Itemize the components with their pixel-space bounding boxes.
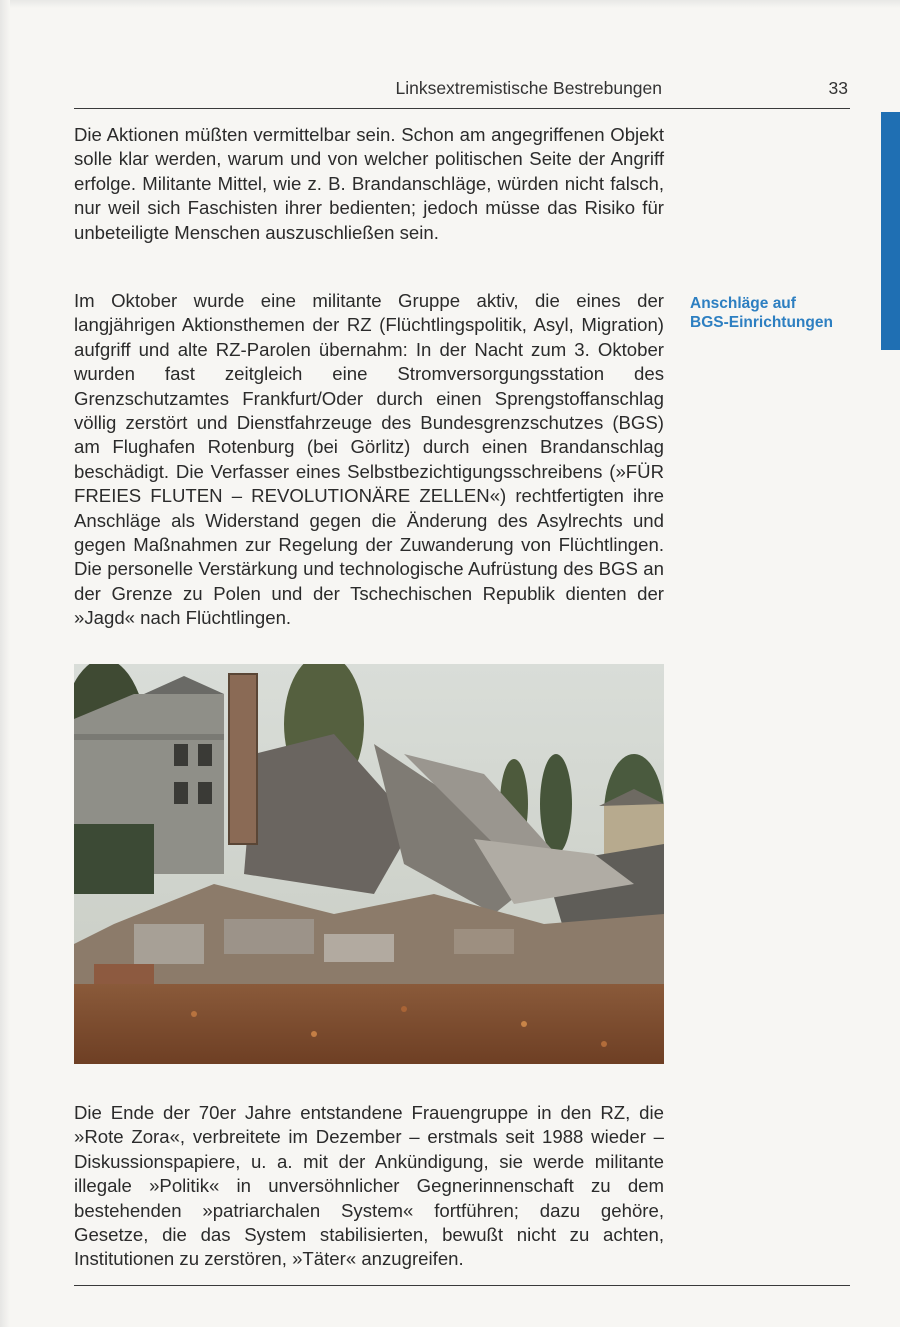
photo-illustration	[74, 664, 664, 1064]
footer-rule	[74, 1285, 850, 1286]
page-edge	[0, 0, 900, 8]
running-title: Linksextremistische Bestrebungen	[395, 78, 662, 98]
body-paragraph-3: Die Ende der 70er Jahre entstandene Frauengruppe in den RZ, die »Rote Zora«, verbreitete im Dezember – erstmals seit 1988 wieder – Diskussionspapiere, u. a. mit der Ankündigung, sie werde militante illegale »Politik« in unversöhnlicher Gegnerinnenschaft zu dem bestehenden »patriarchalen System« fortführen; dazu gehöre, Gesetze, die das System stabilisierten, bewußt nicht zu achten, Institutionen zu zerstören, »Täter« anzugreifen.	[74, 1102, 664, 1270]
margin-note-line-1: Anschläge auf	[690, 295, 796, 312]
page-number: 33	[828, 78, 848, 98]
page-edge-left	[0, 0, 10, 1327]
margin-note	[690, 294, 870, 332]
body-paragraph-2: Im Oktober wurde eine militante Gruppe aktiv, die eines der langjährigen Aktionsthemen der RZ (Flüchtlingspolitik, Asyl, Migration) aufgriff und alte RZ-Parolen übernahm: In der Nacht zum 3. Oktober wurden fast zeitgleich eine Stromversorgungsstation des Grenzschutzamtes Frankfurt/Oder durch einen Sprengstoffanschlag völlig zerstört und Dienstfahrzeuge des Bundesgrenzschutzes (BGS) am Flughafen Rotenburg (bei Görlitz) durch einen Brandanschlag beschädigt. Die Verfasser eines Selbstbezichtigungsschreibens (»FÜR FREIES FLUTEN – REVOLUTIONÄRE ZELLEN«) rechtfertigten ihre Anschläge als Widerstand gegen die Änderung des Asylrechts und gegen Maßnahmen zur Regelung der Zuwanderung von Flüchtlingen. Die personelle Verstärkung und technologische Aufrüstung des BGS an der Grenze zu Polen und der Tschechischen Republik dienten der »Jagd« nach Flüchtlingen.	[74, 290, 664, 629]
photo-destroyed-building	[74, 664, 664, 1064]
header-rule	[74, 108, 850, 109]
chapter-color-tab	[881, 112, 900, 350]
margin-note-line-2: BGS-Einrichtungen	[690, 314, 833, 331]
body-paragraph-1: Die Aktionen müßten vermittelbar sein. Schon am angegriffenen Objekt solle klar werden, warum und von welcher politischen Seite der Angriff erfolge. Militante Mittel, wie z. B. Brandanschläge, würden nicht falsch, nur weil sich Faschisten ihrer bedienten; jedoch müsse das Risiko für unbeteiligte Menschen auszuschließen sein.	[74, 124, 664, 243]
